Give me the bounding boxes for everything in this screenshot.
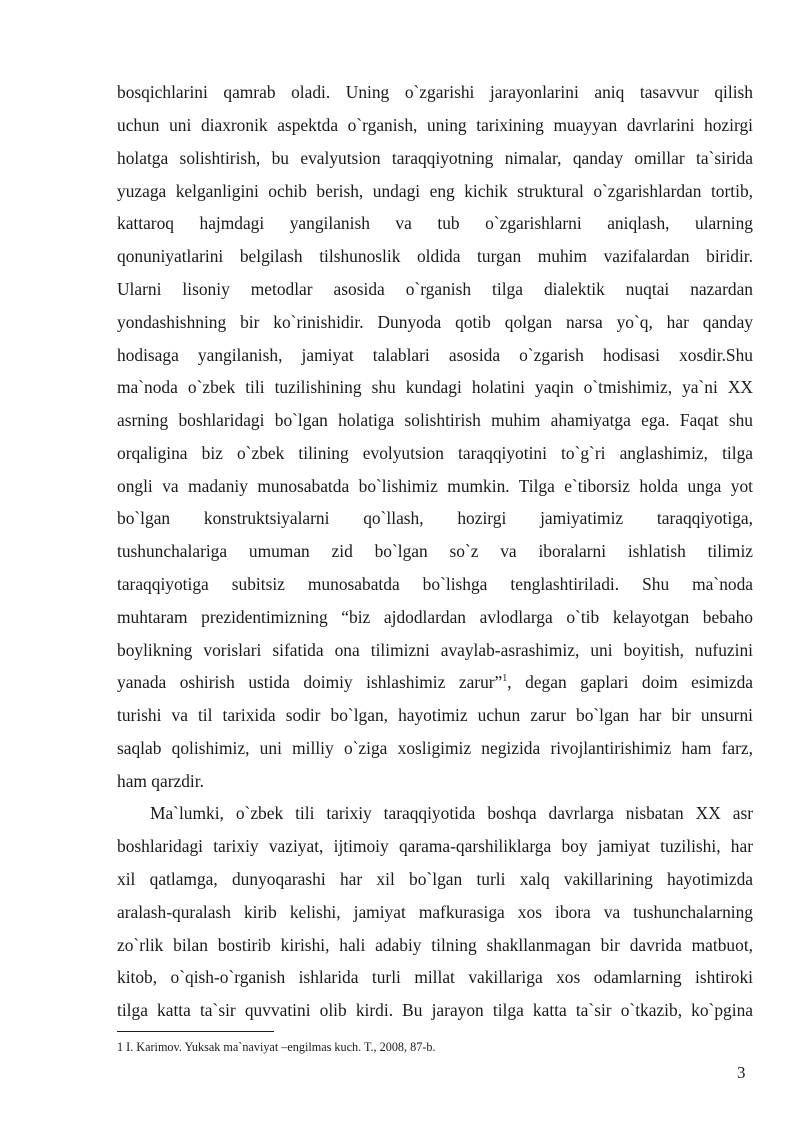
body-line: hodisaga yangilanish, jamiyat talablari asosida o`zgarish hodisasi xosdir.Shu	[117, 345, 753, 365]
page-number: 3	[737, 1063, 746, 1082]
footnote-reference: 1	[502, 673, 508, 685]
body-line: holatga solishtirish, bu evalyutsion taraqqiyotning nimalar, qanday omillar ta`sirida	[117, 148, 753, 168]
body-line: tilga katta ta`sir quvvatini olib kirdi. Bu jarayon tilga katta ta`sir o`tkazib, ko`pgina	[117, 1000, 753, 1020]
body-line: bosqichlarini qamrab oladi. Uning o`zgarishi jarayonlarini aniq tasavvur qilish	[117, 82, 753, 102]
body-line: bo`lgan konstruktsiyalarni qo`llash, hozirgi jamiyatimiz taraqqiyotiga,	[117, 508, 753, 528]
body-line: asrning boshlaridagi bo`lgan holatiga solishtirish muhim ahamiyatga ega. Faqat shu	[117, 410, 753, 430]
body-line: tushunchalariga umuman zid bo`lgan so`z va iboralarni ishlatish tilimiz	[117, 541, 753, 561]
body-line: zo`rlik bilan bostirib kirishi, hali adabiy tilning shakllanmagan bir davrida matbuot,	[117, 935, 753, 955]
body-line: uchun uni diaxronik aspektda o`rganish, uning tarixining muayyan davrlarini hozirgi	[117, 115, 753, 135]
footnote-separator	[117, 1031, 274, 1032]
footnote: 1 I. Karimov. Yuksak ma`naviyat –engilmas kuch. T., 2008, 87-b.	[117, 1040, 436, 1054]
body-line: yuzaga kelganligini ochib berish, undagi eng kichik struktural o`zgarishlardan tortib,	[117, 181, 753, 201]
body-line: qonuniyatlarini belgilash tilshunoslik oldida turgan muhim vazifalardan biridir.	[117, 246, 753, 266]
body-line: orqaligina biz o`zbek tilining evolyutsion taraqqiyotini to`g`ri anglashimiz, tilga	[117, 443, 753, 463]
body-line: kitob, o`qish-o`rganish ishlarida turli millat vakillariga xos odamlarning ishtiroki	[117, 967, 753, 987]
body-line: saqlab qolishimiz, uni milliy o`ziga xosligimiz negizida rivojlantirishimiz ham farz,	[117, 738, 753, 758]
body-line: boylikning vorislari sifatida ona tilimizni avaylab-asrashimiz, uni boyitish, nufuzini	[117, 640, 753, 660]
body-line: turishi va til tarixida sodir bo`lgan, hayotimiz uchun zarur bo`lgan har bir unsurni	[117, 705, 753, 725]
body-line-with-footnote-ref	[117, 671, 753, 693]
body-line: yondashishning bir ko`rinishidir. Dunyoda qotib qolgan narsa yo`q, har qanday	[117, 312, 753, 332]
body-line: ham qarzdir.	[117, 771, 204, 791]
body-line: kattaroq hajmdagi yangilanish va tub o`zgarishlarni aniqlash, ularning	[117, 213, 753, 233]
quote-end-text: yanada oshirish ustida doimiy ishlashimiz zarur”	[117, 672, 503, 692]
body-line: xil qatlamga, dunyoqarashi har xil bo`lgan turli xalq vakillarining hayotimizda	[117, 869, 753, 889]
quote-continuation-text: , degan gaplari doim esimizda	[507, 672, 753, 692]
body-line: ongli va madaniy munosabatda bo`lishimiz mumkin. Tilga e`tiborsiz holda unga yot	[117, 476, 753, 496]
body-line: muhtaram prezidentimizning “biz ajdodlardan avlodlarga o`tib kelayotgan bebaho	[117, 607, 753, 627]
body-line: boshlaridagi tarixiy vaziyat, ijtimoiy qarama-qarshiliklarga boy jamiyat tuzilishi, har	[117, 836, 753, 856]
body-line: aralash-quralash kirib kelishi, jamiyat mafkurasiga xos ibora va tushunchalarning	[117, 902, 753, 922]
body-line: Ularni lisoniy metodlar asosida o`rganish tilga dialektik nuqtai nazardan	[117, 279, 753, 299]
body-line: ma`noda o`zbek tili tuzilishining shu kundagi holatini yaqin o`tmishimiz, ya`ni XX	[117, 377, 753, 397]
body-line: taraqqiyotiga subitsiz munosabatda bo`lishga tenglashtiriladi. Shu ma`noda	[117, 574, 753, 594]
paragraph-first-line: Ma`lumki, o`zbek tili tarixiy taraqqiyotida boshqa davrlarga nisbatan XX asr	[150, 803, 753, 823]
